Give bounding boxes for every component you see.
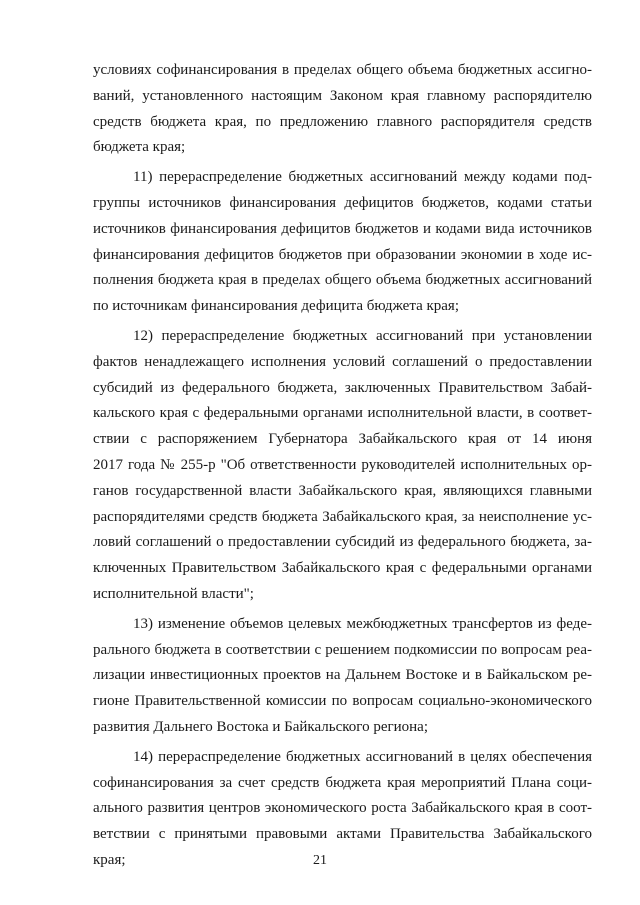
text-line: финансирования дефицитов бюджетов при образовании экономии в ходе ис- xyxy=(93,246,592,263)
text-line: средств бюджета края, по предложению главного распорядителя средств xyxy=(93,113,592,130)
text-line: 2017 года № 255-р "Об ответственности руководителей исполнительных ор- xyxy=(93,456,592,473)
text-line: рального бюджета в соответствии с решением подкомиссии по вопросам реа- xyxy=(93,641,592,658)
text-line: бюджета края; xyxy=(93,139,186,156)
text-line: ловий соглашений о предоставлении субсидий из федерального бюджета, за- xyxy=(93,534,592,551)
text-line: кальского края с федеральными органами исполнительной власти, в соответ- xyxy=(93,405,592,422)
text-line: условиях софинансирования в пределах общего объема бюджетных ассигно- xyxy=(93,62,592,78)
text-line: группы источников финансирования дефицитов бюджетов, кодами статьи xyxy=(93,194,592,211)
text-line: полнения бюджета края в пределах общего объема бюджетных ассигнований xyxy=(93,272,592,289)
text-line: исполнительной власти"; xyxy=(93,585,254,602)
text-line: по источникам финансирования дефицита бюджета края; xyxy=(93,298,459,315)
text-line: ганов государственной власти Забайкальского края, являющихся главными xyxy=(93,482,592,499)
paragraph-item-13 xyxy=(93,612,592,741)
text-line: софинансирования за счет средств бюджета края мероприятий Плана соци- xyxy=(93,774,592,791)
text-line: 14) перераспределение бюджетных ассигнований в целях обеспечения xyxy=(133,748,592,765)
paragraph-continuation xyxy=(93,58,592,161)
text-line: фактов ненадлежащего исполнения условий соглашений о предоставлении xyxy=(93,353,592,370)
text-line: ветствии с принятыми правовыми актами Правительства Забайкальского xyxy=(93,826,592,843)
text-line: источников финансирования дефицитов бюджетов и кодами вида источников xyxy=(93,220,592,237)
text-line: лизации инвестиционных проектов на Дальнем Востоке и в Байкальском ре- xyxy=(93,667,592,684)
text-line: развития Дальнего Востока и Байкальского региона; xyxy=(93,718,429,735)
document-body xyxy=(93,58,592,874)
text-line: распорядителями средств бюджета Забайкальского края, за неисполнение ус- xyxy=(93,508,592,525)
paragraph-item-11 xyxy=(93,165,592,320)
page-number: 21 xyxy=(313,853,327,868)
paragraph-item-12 xyxy=(93,324,592,608)
text-line: субсидий из федерального бюджета, заключенных Правительством Забай- xyxy=(93,379,592,396)
text-line: края; xyxy=(93,851,126,868)
text-line: ключенных Правительством Забайкальского края с федеральными органами xyxy=(93,560,592,577)
text-line: гионе Правительственной комиссии по вопросам социально-экономического xyxy=(93,693,592,710)
text-line: 12) перераспределение бюджетных ассигнований при установлении xyxy=(133,327,592,344)
text-line: ваний, установленного настоящим Законом края главному распорядителю xyxy=(93,87,592,104)
text-line: 13) изменение объемов целевых межбюджетных трансфертов из феде- xyxy=(133,615,592,632)
text-line: ального развития центров экономического роста Забайкальского края в соот- xyxy=(93,800,592,817)
text-line: ствии с распоряжением Губернатора Забайкальского края от 14 июня xyxy=(93,431,592,448)
text-line: 11) перераспределение бюджетных ассигнований между кодами под- xyxy=(133,169,592,186)
